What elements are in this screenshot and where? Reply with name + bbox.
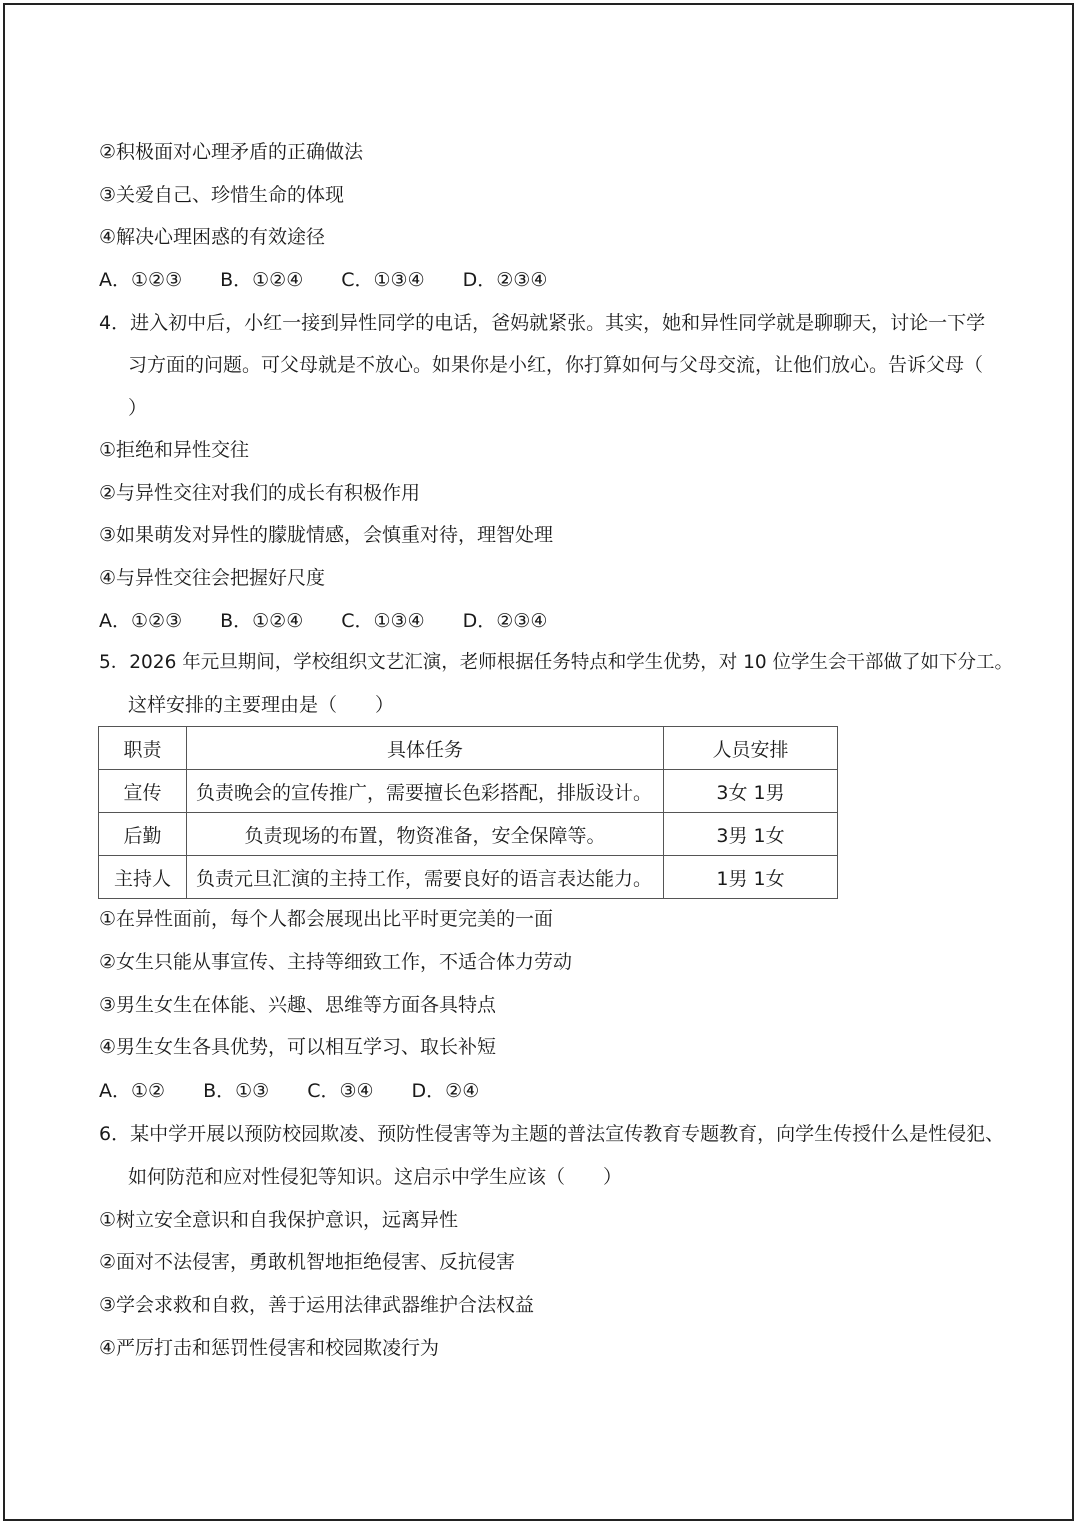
table-cell: 3男 1女 bbox=[664, 813, 838, 856]
q4-stem-line3: ） bbox=[128, 397, 148, 419]
table-header-staff: 人员安排 bbox=[664, 727, 838, 770]
q5-item-2: ②女生只能从事宣传、主持等细致工作，不适合体力劳动 bbox=[99, 951, 573, 973]
table-cell: 宣传 bbox=[99, 770, 187, 813]
q3-option-d[interactable]: D．②③④ bbox=[462, 269, 548, 291]
table-cell: 1男 1女 bbox=[664, 856, 838, 899]
table-cell: 3女 1男 bbox=[664, 770, 838, 813]
q6-stem-line1: 6．某中学开展以预防校园欺凌、预防性侵害等为主题的普法宣传教育专题教育，向学生传授什么是性侵犯、 bbox=[99, 1123, 1005, 1145]
q4-option-b[interactable]: B．①②④ bbox=[220, 610, 304, 632]
q4-item-1: ①拒绝和异性交往 bbox=[99, 439, 250, 461]
q4-item-3: ③如果萌发对异性的朦胧情感，会慎重对待，理智处理 bbox=[99, 524, 554, 546]
q5-item-1: ①在异性面前，每个人都会展现出比平时更完美的一面 bbox=[99, 908, 554, 930]
q3-item-2: ②积极面对心理矛盾的正确做法 bbox=[99, 141, 364, 163]
table-row bbox=[99, 770, 838, 813]
table-cell: 负责晚会的宣传推广，需要擅长色彩搭配，排版设计。 bbox=[187, 770, 664, 813]
q4-options bbox=[99, 609, 547, 633]
q5-option-b[interactable]: B．①③ bbox=[203, 1080, 270, 1102]
assignment-table bbox=[98, 726, 838, 899]
q3-option-c[interactable]: C．①③④ bbox=[341, 269, 425, 291]
q4-option-a[interactable]: A．①②③ bbox=[99, 610, 183, 632]
q4-item-2: ②与异性交往对我们的成长有积极作用 bbox=[99, 482, 421, 504]
q5-option-d[interactable]: D．②④ bbox=[411, 1080, 480, 1102]
q3-item-4: ④解决心理困惑的有效途径 bbox=[99, 226, 326, 248]
q4-option-d[interactable]: D．②③④ bbox=[462, 610, 548, 632]
table-cell: 负责现场的布置，物资准备，安全保障等。 bbox=[187, 813, 664, 856]
q4-option-c[interactable]: C．①③④ bbox=[341, 610, 425, 632]
q4-stem-line1: 4．进入初中后，小红一接到异性同学的电话，爸妈就紧张。其实，她和异性同学就是聊聊天，讨论一下学 bbox=[99, 312, 986, 334]
q5-options bbox=[99, 1079, 479, 1103]
q3-option-b[interactable]: B．①②④ bbox=[220, 269, 304, 291]
q5-stem-line1: 5．2026 年元旦期间，学校组织文艺汇演，老师根据任务特点和学生优势，对 10 位学生会干部做了如下分工。 bbox=[99, 652, 1014, 673]
q5-item-4: ④男生女生各具优势，可以相互学习、取长补短 bbox=[99, 1036, 497, 1058]
q6-item-3: ③学会求救和自救，善于运用法律武器维护合法权益 bbox=[99, 1294, 535, 1316]
table-header-duty: 职责 bbox=[99, 727, 187, 770]
q3-item-3: ③关爱自己、珍惜生命的体现 bbox=[99, 184, 345, 206]
q5-option-c[interactable]: C．③④ bbox=[307, 1080, 374, 1102]
table-cell: 负责元旦汇演的主持工作，需要良好的语言表达能力。 bbox=[187, 856, 664, 899]
table-cell: 后勤 bbox=[99, 813, 187, 856]
q4-item-4: ④与异性交往会把握好尺度 bbox=[99, 567, 326, 589]
q5-item-3: ③男生女生在体能、兴趣、思维等方面各具特点 bbox=[99, 994, 497, 1016]
table-row bbox=[99, 813, 838, 856]
q3-options bbox=[99, 268, 547, 292]
q6-stem-line2: 如何防范和应对性侵犯等知识。这启示中学生应该（ ） bbox=[128, 1166, 623, 1188]
q6-item-4: ④严厉打击和惩罚性侵害和校园欺凌行为 bbox=[99, 1337, 440, 1359]
q6-item-2: ②面对不法侵害，勇敢机智地拒绝侵害、反抗侵害 bbox=[99, 1251, 516, 1273]
table-header-row bbox=[99, 727, 838, 770]
q3-option-a[interactable]: A．①②③ bbox=[99, 269, 183, 291]
table-header-task: 具体任务 bbox=[187, 727, 664, 770]
q5-option-a[interactable]: A．①② bbox=[99, 1080, 166, 1102]
q6-item-1: ①树立安全意识和自我保护意识，远离异性 bbox=[99, 1209, 459, 1231]
table-cell: 主持人 bbox=[99, 856, 187, 899]
q5-stem-line2: 这样安排的主要理由是（ ） bbox=[128, 694, 395, 716]
q4-stem-line2: 习方面的问题。可父母就是不放心。如果你是小红，你打算如何与父母交流，让他们放心。告诉父母（ bbox=[128, 354, 984, 376]
table-row bbox=[99, 856, 838, 899]
